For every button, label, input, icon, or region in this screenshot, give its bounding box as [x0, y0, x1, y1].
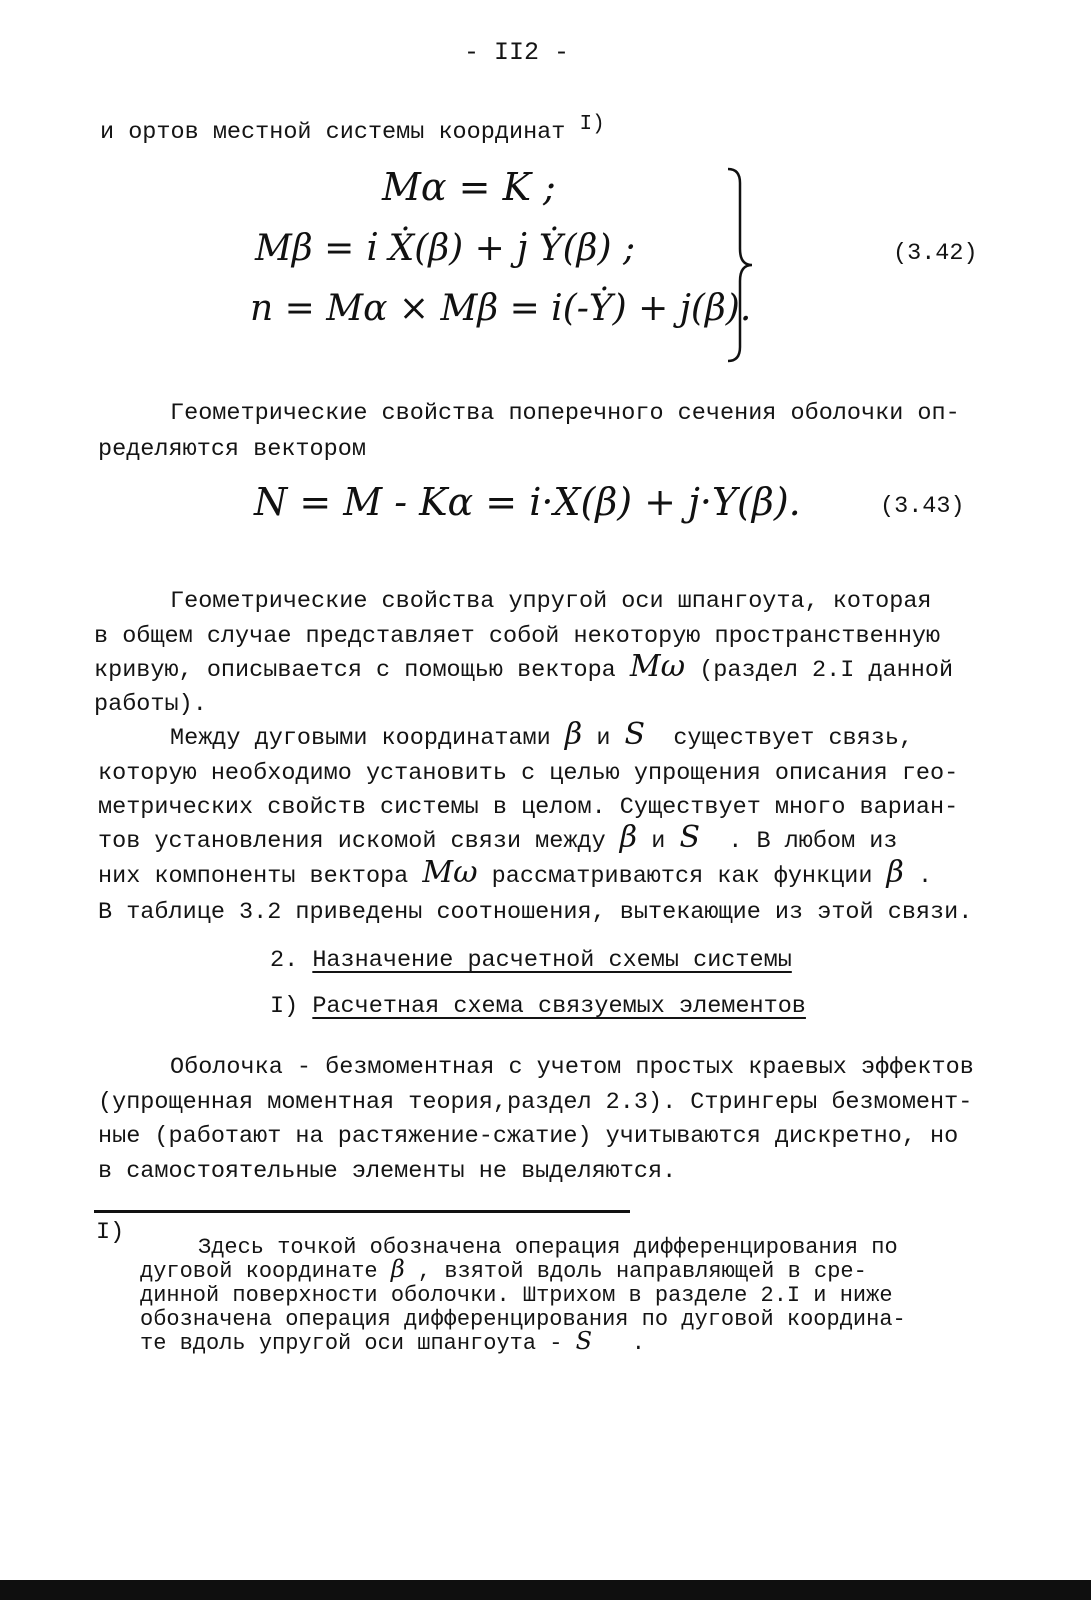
footnote-ref: I) [579, 113, 605, 136]
subsection-title: Расчетная схема связуемых элементов [312, 993, 806, 1020]
footnote-separator [94, 1210, 630, 1213]
para3-line5-end: . [918, 863, 933, 890]
para3-line2: которую необходимо установить с целью упрощения описания гео- [98, 760, 959, 787]
para3-line1-start: Между дуговыми координатами [170, 725, 551, 752]
beta-symbol: β [564, 717, 583, 752]
intro-text: и ортов местной системы координат [100, 118, 566, 146]
footnote-line3: динной поверхности оболочки. Штрихом в разделе 2.I и ниже [140, 1283, 893, 1308]
section-heading [270, 944, 792, 978]
page-number: - II2 - [464, 38, 570, 67]
para3-line5-start: них компоненты вектора [98, 863, 409, 890]
para4-line3: ные (работают на растяжение-сжатие) учитываются дискретно, но [98, 1123, 959, 1150]
para4-line4: в самостоятельные элементы не выделяются. [98, 1158, 677, 1185]
beta-symbol: β [390, 1255, 405, 1283]
footnote-line5 [140, 1327, 645, 1356]
footnote-line1: Здесь точкой обозначена операция дифференцирования по [198, 1235, 898, 1260]
footnote-line5-start: те вдоль упругой оси шпангоута - [140, 1331, 563, 1356]
eq342-number: (3.42) [893, 240, 978, 267]
intro-line [100, 108, 605, 150]
para4-line2: (упрощенная моментная теория,раздел 2.3). Стрингеры безмомент- [98, 1089, 973, 1116]
beta-symbol: β [886, 855, 904, 890]
section-number: 2. [270, 947, 299, 974]
para3-line4-start: тов установления искомой связи между [98, 828, 606, 855]
s-symbol: S [575, 1327, 593, 1355]
para3-line1-and: и [596, 725, 611, 752]
para3-line5-mid: рассматриваются как функции [491, 863, 873, 890]
para2-line3 [94, 649, 954, 688]
para3-line6: В таблице 3.2 приведены соотношения, вытекающие из этой связи. [98, 899, 973, 926]
para2-line4: работы). [94, 691, 207, 718]
para4-line1: Оболочка - безмоментная с учетом простых краевых эффектов [170, 1054, 974, 1081]
para1-line1: Геометрические свойства поперечного сечения оболочки оп- [170, 400, 960, 427]
para3-line1-end: существует связь, [673, 725, 914, 752]
footnote-line2 [140, 1255, 867, 1284]
beta-symbol: β [619, 820, 638, 855]
footnote-marker: I) [96, 1219, 125, 1246]
subsection-heading [270, 990, 806, 1024]
footnote-line2-start: дуговой координате [140, 1259, 378, 1284]
para2-line3-start: кривую, описывается с помощью вектора [94, 657, 616, 684]
footnote-line4: обозначена операция дифференцирования по дуговой координа- [140, 1307, 906, 1332]
para3-line5 [98, 855, 933, 894]
eq343-formula: N = M - Kα = i·X(β) + j·Y(β). [254, 480, 801, 524]
vector-m-omega: Mω [629, 649, 686, 684]
para2-line3-end: (раздел 2.I данной [699, 657, 954, 684]
para2-line2: в общем случае представляет собой некоторую пространственную [94, 623, 941, 650]
footnote-line5-end: . [631, 1331, 645, 1356]
para1-line2: ределяются вектором [98, 436, 366, 463]
scan-edge [0, 1580, 1091, 1600]
subsection-number: I) [270, 993, 299, 1020]
eq342-line1: Mα = K ; [382, 165, 556, 209]
eq342-line3: n = Mα × Mβ = i(-Ẏ) + j(β). [250, 288, 752, 329]
para3-line3: метрических свойств системы в целом. Существует много вариан- [98, 794, 959, 821]
eq343-number: (3.43) [880, 493, 965, 520]
vector-m-omega: Mω [422, 855, 478, 890]
s-symbol: S [679, 820, 701, 855]
para2-line1: Геометрические свойства упругой оси шпангоута, которая [170, 588, 932, 615]
right-brace [724, 165, 758, 365]
s-symbol: S [624, 717, 646, 752]
eq342-line2: Mβ = i̇ Ẋ(β) + j̇ Ẏ(β) ; [255, 228, 636, 269]
para3-line4-end: . В любом из [728, 828, 898, 855]
para3-line4-and: и [651, 828, 666, 855]
section-title: Назначение расчетной схемы системы [312, 947, 792, 974]
footnote-line2-end: , взятой вдоль направляющей в сре- [417, 1259, 867, 1284]
para3-line4 [98, 820, 898, 859]
para3-line1 [170, 717, 914, 756]
